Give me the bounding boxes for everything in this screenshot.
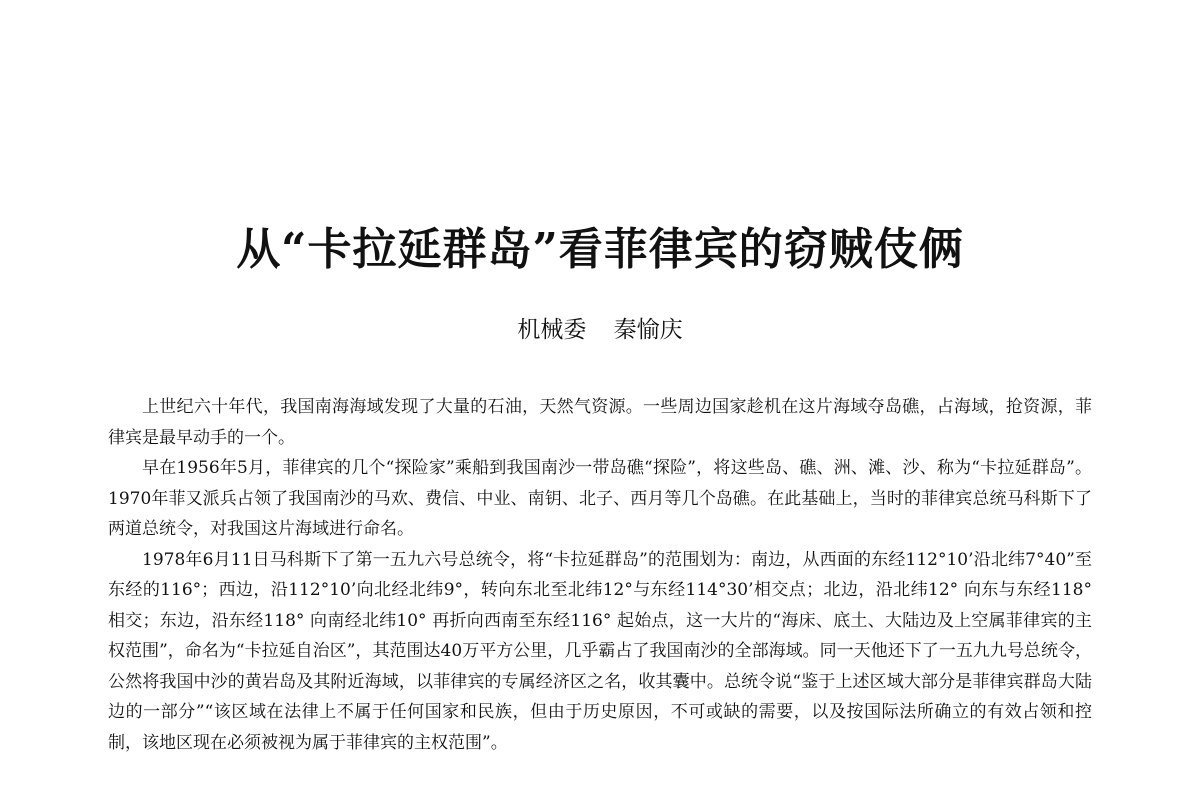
paragraph-2: 早在1956年5月，菲律宾的几个“探险家”乘船到我国南沙一带岛礁“探险”，将这些岛、礁、洲、滩、沙、称为“卡拉延群岛”。1970年菲又派兵占领了我国南沙的马欢、费信、中业、南钥、北子、西月等几个岛礁。在此基础上，当时的菲律宾总统马科斯下了两道总统令，对我国这片海域进行命名。 (108, 458, 1092, 539)
article-body (108, 392, 1092, 758)
author-name: 秦愉庆 (613, 317, 683, 343)
paragraph-1: 上世纪六十年代，我国南海海域发现了大量的石油，天然气资源。一些周边国家趁机在这片海域夺岛礁，占海域，抢资源，菲律宾是最早动手的一个。 (108, 397, 1092, 448)
article-title: 从“卡拉延群岛”看菲律宾的窃贼伎俩 (236, 224, 964, 275)
article-byline (0, 314, 1200, 346)
author-organization: 机械委 (517, 317, 587, 343)
paragraph-3: 1978年6月11日马科斯下了第一五九六号总统令，将“卡拉延群岛”的范围划为：南边，从西面的东经112°10’沿北纬7°40”至东经的116°；西边，沿112°10’向北经北纬9°，转向东北至北纬12°与东经114°30’相交点；北边，沿北纬12° 向东与东经118° 相交；东边，沿东经118° 向南经北纬10° 再折向西南至东经116° 起始点，这一大片的“海床、底土、大陆边及上空属菲律宾的主权范围”，命名为“卡拉延自治区”，其范围达40万平方公里，几乎霸占了我国南沙的全部海域。同一天他还下了一五九九号总统令，公然将我国中沙的黄岩岛及其附近海域，以菲律宾的专属经济区之名，收其囊中。总统令说“鉴于上述区域大部分是菲律宾群岛大陆边的一部分”“该区域在法律上不属于任何国家和民族，但由于历史原因，不可或缺的需要，以及按国际法所确立的有效占领和控制，该地区现在必须被视为属于菲律宾的主权范围”。 (108, 549, 1092, 753)
